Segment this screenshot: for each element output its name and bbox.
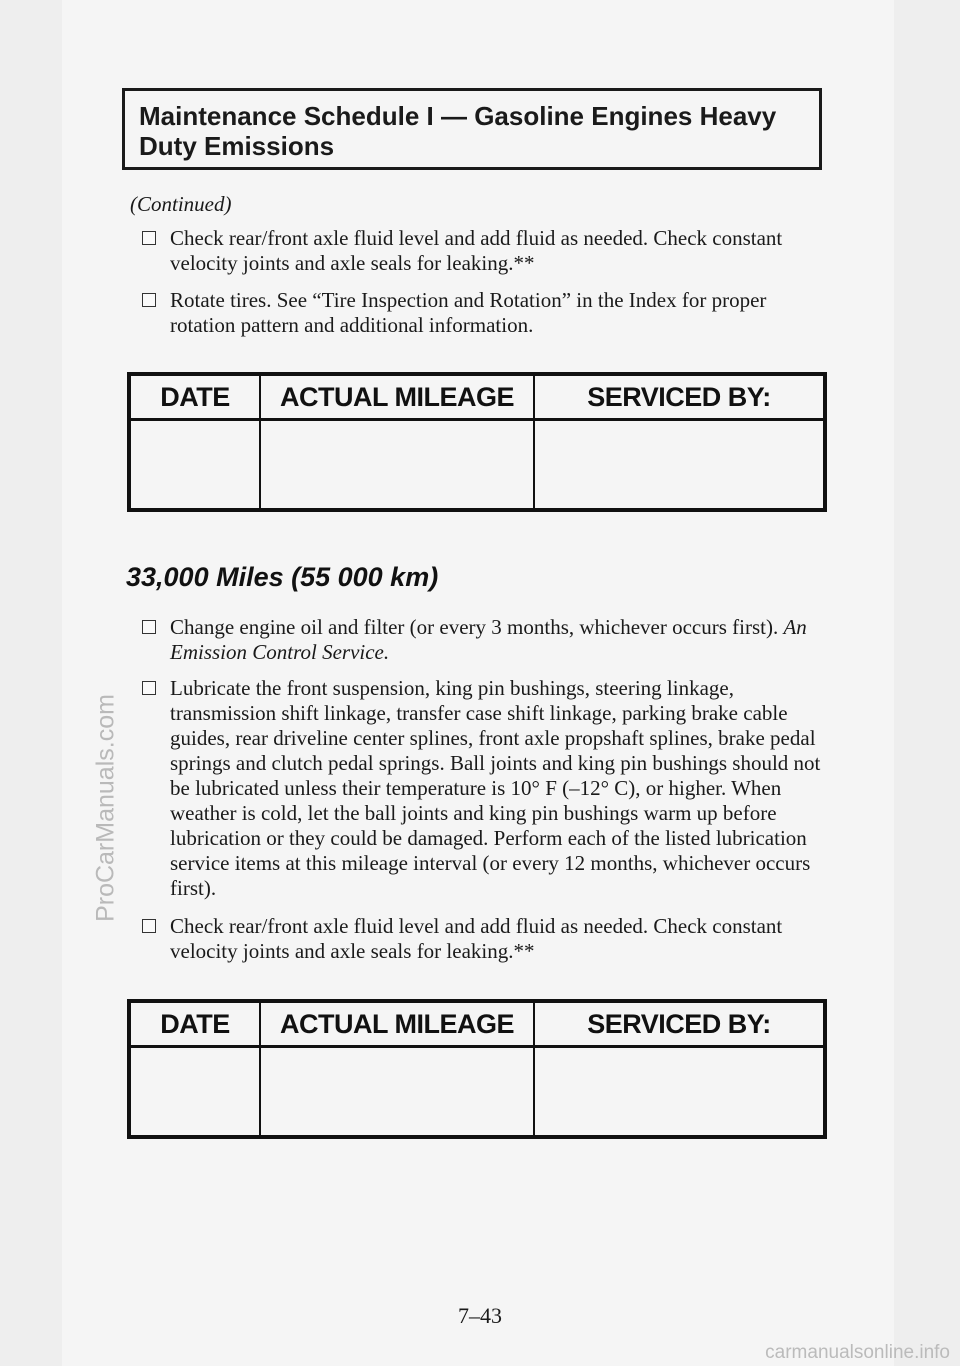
page-title: Maintenance Schedule I — Gasoline Engines Heavy Duty Emissions (139, 101, 777, 161)
checklist-item-text (170, 615, 832, 665)
checklist-item (142, 914, 832, 964)
checkbox-icon[interactable] (142, 681, 156, 695)
mileage-cell[interactable] (260, 420, 534, 511)
mileage-column-header: ACTUAL MILEAGE (260, 374, 534, 420)
emission-service-note: An Emission Control Service. (170, 615, 807, 664)
checklist-item-text: Check rear/front axle fluid level and add fluid as needed. Check constant velocity joints and axle seals for leaking.** (170, 226, 783, 275)
checklist-item-text: Rotate tires. See “Tire Inspection and Rotation” in the Index for proper rotation pattern and additional information. (170, 288, 767, 337)
watermark-left-text: ProCarManuals.com (91, 694, 120, 922)
mileage-cell[interactable] (260, 1047, 534, 1138)
checklist-item (142, 226, 832, 276)
page-number: 7–43 (458, 1303, 502, 1328)
section-heading: 33,000 Miles (55 000 km) (126, 562, 439, 592)
date-cell[interactable] (129, 1047, 260, 1138)
table-header-row (129, 374, 825, 420)
checkbox-icon[interactable] (142, 620, 156, 634)
date-column-header: DATE (129, 1001, 260, 1047)
service-log-table (127, 372, 827, 512)
checklist-item-main: Change engine oil and filter (or every 3 months, whichever occurs first). (170, 615, 779, 639)
date-column-header: DATE (129, 374, 260, 420)
checkbox-icon[interactable] (142, 919, 156, 933)
checklist-item (142, 288, 832, 338)
serviced-by-column-header: SERVICED BY: (534, 374, 825, 420)
serviced-by-cell[interactable] (534, 1047, 825, 1138)
checklist-item (142, 615, 832, 665)
table-row (129, 420, 825, 511)
watermark-bottom: carmanualsonline.info (765, 1342, 950, 1363)
table-header-row (129, 1001, 825, 1047)
mileage-column-header: ACTUAL MILEAGE (260, 1001, 534, 1047)
serviced-by-column-header: SERVICED BY: (534, 1001, 825, 1047)
serviced-by-cell[interactable] (534, 420, 825, 511)
checklist-item (142, 676, 832, 901)
continued-label: (Continued) (130, 192, 232, 216)
checklist-item-text: Check rear/front axle fluid level and add fluid as needed. Check constant velocity joints and axle seals for leaking.** (170, 914, 783, 963)
checklist-item-text: Lubricate the front suspension, king pin bushings, steering linkage, transmission shift linkage, transfer case shift linkage, parking brake cable guides, rear driveline center splines, front axle propshaft splines, brake pedal springs and clutch pedal springs. Ball joints and king pin bushings should not be lubricated unless their temperature is 10° F (–12° C), or higher. When weather is cold, let the ball joints and king pin bushings warm up before lubrication or they could be damaged. Perform each of the listed lubrication service items at this mileage interval (or every 12 months, whichever occurs first). (170, 676, 821, 900)
checkbox-icon[interactable] (142, 231, 156, 245)
checkbox-icon[interactable] (142, 293, 156, 307)
section-header (122, 88, 822, 170)
date-cell[interactable] (129, 420, 260, 511)
service-log-table (127, 999, 827, 1139)
table-row (129, 1047, 825, 1138)
